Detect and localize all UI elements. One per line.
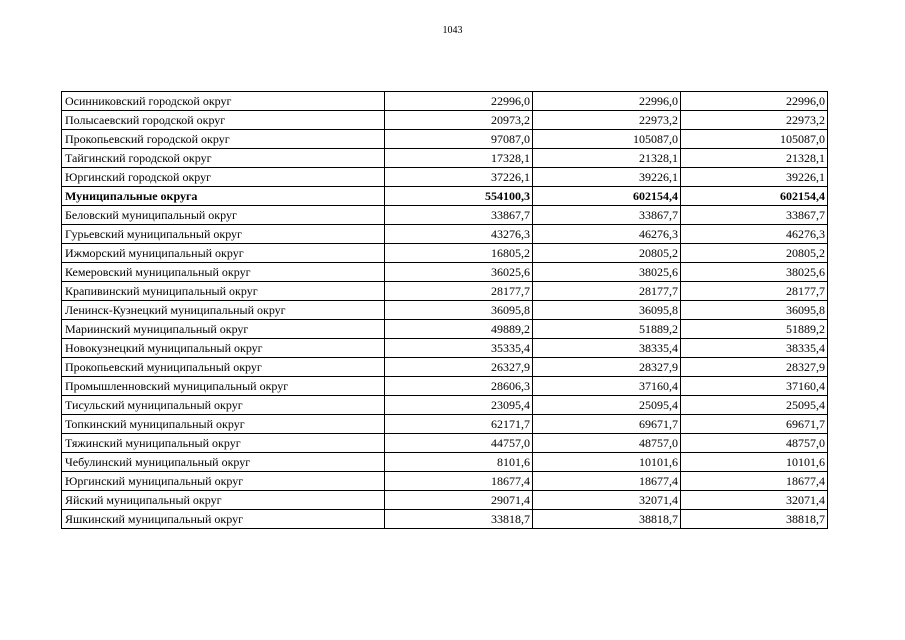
cell-value-3: 38818,7 [681,510,828,529]
cell-value-1: 36095,8 [385,301,533,320]
cell-value-1: 554100,3 [385,187,533,206]
cell-value-2: 39226,1 [533,168,681,187]
cell-value-1: 28606,3 [385,377,533,396]
table-row [62,320,828,339]
table-row [62,415,828,434]
table-body [62,92,828,529]
cell-value-2: 37160,4 [533,377,681,396]
cell-value-3: 32071,4 [681,491,828,510]
cell-value-3: 25095,4 [681,396,828,415]
cell-value-3: 39226,1 [681,168,828,187]
cell-value-1: 8101,6 [385,453,533,472]
cell-value-2: 21328,1 [533,149,681,168]
cell-value-3: 51889,2 [681,320,828,339]
table-row [62,263,828,282]
cell-value-2: 46276,3 [533,225,681,244]
cell-value-2: 48757,0 [533,434,681,453]
cell-district-name: Ленинск-Кузнецкий муниципальный округ [62,301,385,320]
cell-value-2: 28327,9 [533,358,681,377]
table-row [62,434,828,453]
cell-value-2: 28177,7 [533,282,681,301]
table-row [62,339,828,358]
table-row [62,510,828,529]
table-row [62,244,828,263]
cell-district-name: Крапивинский муниципальный округ [62,282,385,301]
table-row [62,301,828,320]
cell-district-name: Тайгинский городской округ [62,149,385,168]
table-row [62,130,828,149]
cell-value-3: 21328,1 [681,149,828,168]
cell-value-3: 33867,7 [681,206,828,225]
cell-value-1: 29071,4 [385,491,533,510]
cell-district-name: Топкинский муниципальный округ [62,415,385,434]
cell-district-name: Ижморский муниципальный округ [62,244,385,263]
cell-district-name: Юргинский городской округ [62,168,385,187]
cell-value-3: 105087,0 [681,130,828,149]
cell-value-1: 28177,7 [385,282,533,301]
cell-value-2: 10101,6 [533,453,681,472]
cell-value-2: 25095,4 [533,396,681,415]
cell-value-3: 38335,4 [681,339,828,358]
cell-district-name: Кемеровский муниципальный округ [62,263,385,282]
cell-district-name: Полысаевский городской округ [62,111,385,130]
table-row [62,472,828,491]
cell-value-2: 38818,7 [533,510,681,529]
table-row-subtotal [62,187,828,206]
cell-value-1: 36025,6 [385,263,533,282]
cell-value-1: 18677,4 [385,472,533,491]
cell-value-3: 69671,7 [681,415,828,434]
cell-district-name: Гурьевский муниципальный округ [62,225,385,244]
cell-value-2: 105087,0 [533,130,681,149]
cell-value-3: 18677,4 [681,472,828,491]
cell-district-name: Чебулинский муниципальный округ [62,453,385,472]
cell-value-2: 51889,2 [533,320,681,339]
table-row [62,453,828,472]
cell-value-3: 28177,7 [681,282,828,301]
cell-value-3: 10101,6 [681,453,828,472]
cell-district-name: Мариинский муниципальный округ [62,320,385,339]
cell-value-1: 33867,7 [385,206,533,225]
table-row [62,396,828,415]
cell-value-2: 33867,7 [533,206,681,225]
table-row [62,111,828,130]
cell-value-2: 32071,4 [533,491,681,510]
cell-value-2: 69671,7 [533,415,681,434]
cell-district-name: Тисульский муниципальный округ [62,396,385,415]
cell-value-3: 28327,9 [681,358,828,377]
cell-value-3: 38025,6 [681,263,828,282]
table-row [62,92,828,111]
table-row [62,358,828,377]
table-row [62,225,828,244]
cell-district-name: Промышленновский муниципальный округ [62,377,385,396]
cell-value-3: 46276,3 [681,225,828,244]
cell-value-1: 23095,4 [385,396,533,415]
cell-district-name: Прокопьевский городской округ [62,130,385,149]
cell-value-2: 18677,4 [533,472,681,491]
cell-value-1: 17328,1 [385,149,533,168]
cell-district-name: Юргинский муниципальный округ [62,472,385,491]
cell-value-1: 43276,3 [385,225,533,244]
cell-value-1: 37226,1 [385,168,533,187]
cell-value-3: 48757,0 [681,434,828,453]
cell-value-1: 44757,0 [385,434,533,453]
cell-district-name: Новокузнецкий муниципальный округ [62,339,385,358]
table-row [62,206,828,225]
cell-value-2: 22996,0 [533,92,681,111]
cell-value-3: 37160,4 [681,377,828,396]
cell-value-1: 62171,7 [385,415,533,434]
table-row [62,149,828,168]
cell-value-3: 22973,2 [681,111,828,130]
table-row [62,377,828,396]
cell-value-1: 97087,0 [385,130,533,149]
cell-district-name: Прокопьевский муниципальный округ [62,358,385,377]
cell-value-1: 20973,2 [385,111,533,130]
cell-district-name: Тяжинский муниципальный округ [62,434,385,453]
table-row [62,168,828,187]
cell-value-2: 38335,4 [533,339,681,358]
cell-value-2: 36095,8 [533,301,681,320]
cell-district-name: Яшкинский муниципальный округ [62,510,385,529]
table-row [62,491,828,510]
cell-value-3: 22996,0 [681,92,828,111]
cell-value-1: 49889,2 [385,320,533,339]
cell-value-1: 35335,4 [385,339,533,358]
page-number: 1043 [442,25,463,36]
cell-value-1: 16805,2 [385,244,533,263]
cell-district-name: Беловский муниципальный округ [62,206,385,225]
cell-value-1: 26327,9 [385,358,533,377]
cell-district-name: Яйский муниципальный округ [62,491,385,510]
budget-table [61,91,828,529]
cell-district-name: Муниципальные округа [62,187,385,206]
cell-value-2: 22973,2 [533,111,681,130]
cell-value-2: 602154,4 [533,187,681,206]
cell-value-1: 22996,0 [385,92,533,111]
cell-district-name: Осинниковский городской округ [62,92,385,111]
cell-value-1: 33818,7 [385,510,533,529]
cell-value-3: 602154,4 [681,187,828,206]
table-row [62,282,828,301]
cell-value-2: 20805,2 [533,244,681,263]
cell-value-3: 20805,2 [681,244,828,263]
cell-value-2: 38025,6 [533,263,681,282]
cell-value-3: 36095,8 [681,301,828,320]
